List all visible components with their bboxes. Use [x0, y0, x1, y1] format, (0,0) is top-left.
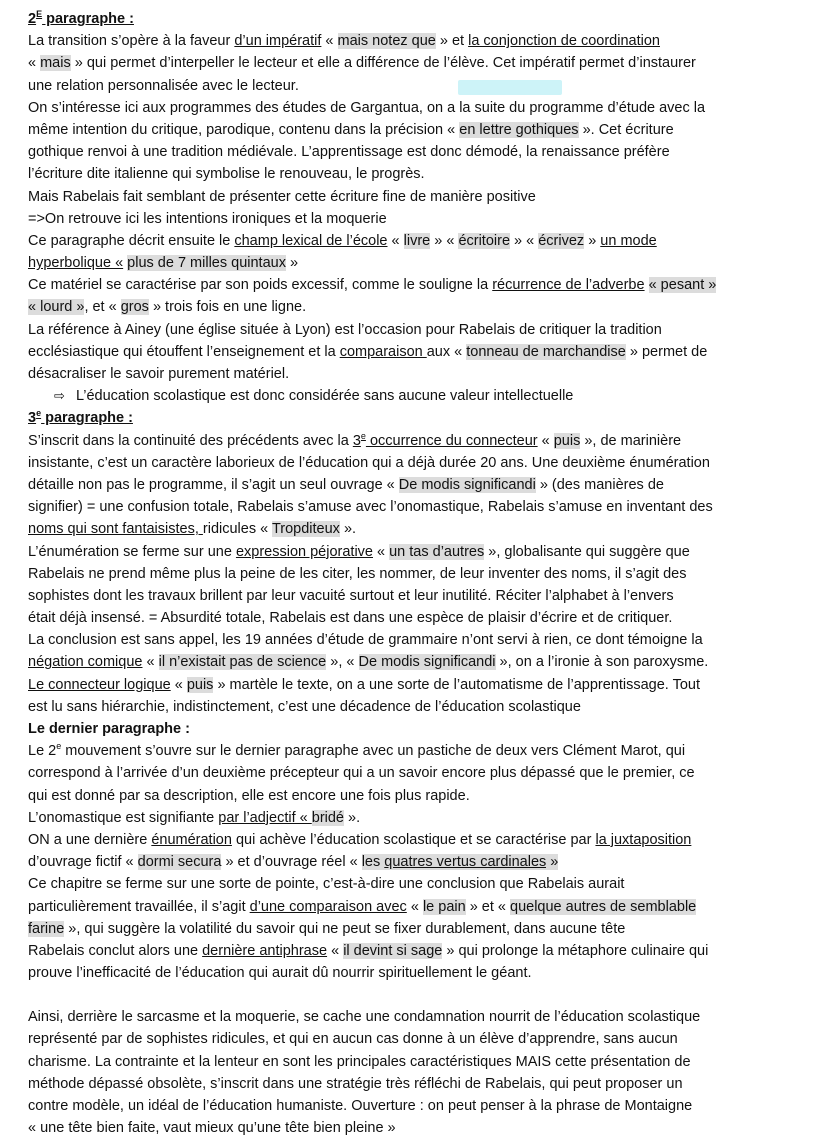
highlighted-quote: » [546, 854, 559, 871]
text-segment: une relation personnalisée avec le lecteur. [28, 77, 299, 94]
text-segment: S’inscrit dans la continuité des précédents avec la [28, 432, 353, 449]
text-line [28, 1117, 810, 1139]
text-segment: occurrence du connecteur [365, 432, 538, 449]
text-line [28, 341, 810, 363]
text-segment: » et [435, 33, 469, 50]
text-segment: Ce matériel se caractérise par son poids excessif, comme le souligne la [28, 277, 493, 294]
text-line [28, 829, 810, 851]
highlighted-quote: gros [120, 299, 149, 316]
highlighted-quote: tonneau de marchandise [466, 343, 626, 360]
highlighted-quote: livre [403, 232, 431, 249]
text-line [28, 274, 810, 296]
text-segment: Ce paragraphe décrit ensuite le [28, 232, 235, 249]
text-line [28, 407, 810, 429]
text-segment: e [360, 430, 366, 441]
text-line [28, 208, 810, 230]
text-segment: expression péjorative [235, 543, 373, 560]
text-line [28, 585, 810, 607]
text-segment: représenté par de sophistes ridicules, et qui en aucun cas donne à un élève d’apprendre, sans aucun [28, 1031, 678, 1048]
highlighted-quote: les [361, 854, 385, 871]
highlighted-quote: écrivez [538, 232, 585, 249]
text-segment: » « [510, 232, 539, 249]
text-line [28, 696, 810, 718]
text-line [28, 186, 810, 208]
text-segment: Rabelais conclut alors une [28, 942, 203, 959]
text-line [28, 984, 810, 1006]
text-segment: « [327, 942, 344, 959]
text-segment: Le 2 [28, 743, 57, 760]
text-segment: » (des manières de [535, 476, 664, 493]
text-segment: champ lexical de l’école [234, 232, 388, 249]
text-segment: 3 [352, 432, 361, 449]
text-segment: L’éducation scolastique est donc considérée sans aucune valeur intellectuelle [76, 388, 574, 405]
text-segment: désacraliser le savoir purement matériel. [28, 366, 290, 382]
text-segment: paragraphe : [42, 11, 134, 27]
text-line [28, 607, 810, 629]
text-line [28, 851, 810, 873]
text-line [28, 718, 810, 740]
text-line [28, 563, 810, 585]
highlighted-quote: il n’existait pas de science [158, 654, 327, 671]
text-line [28, 785, 810, 807]
text-segment: » « [430, 232, 459, 249]
text-line [28, 30, 810, 52]
text-line [28, 1006, 810, 1028]
text-line [28, 918, 810, 940]
highlighted-quote: farine [28, 920, 65, 937]
highlighted-quote: en lettre gothiques [459, 121, 579, 138]
highlighted-quote: écritoire [458, 232, 511, 249]
text-line [28, 1028, 810, 1050]
text-segment: charisme. La contrainte et la lenteur en sont les principales caractéristiques MAIS cette présentation de [28, 1053, 691, 1070]
text-line [28, 1095, 810, 1117]
text-segment: « [170, 676, 187, 693]
text-line [28, 97, 810, 119]
text-segment: », « [326, 654, 359, 671]
text-segment: e [56, 741, 62, 752]
text-segment: « [406, 898, 423, 915]
text-segment: gothique renvoi à une tradition médiévale. L’apprentissage est donc démodé, la renaissance préfère [28, 144, 670, 161]
text-line [28, 296, 810, 318]
text-segment: comparaison [339, 343, 427, 360]
text-line [28, 1051, 810, 1073]
text-segment: d’un impératif [234, 33, 322, 50]
highlighted-quote: De modis significandi [358, 654, 496, 671]
text-line [28, 452, 810, 474]
text-segment: noms qui sont fantaisistes, [28, 521, 203, 538]
text-segment: », globalisante qui suggère que [484, 543, 690, 560]
text-segment: » et d’ouvrage réel « [221, 854, 362, 871]
highlighted-quote: puis [553, 432, 581, 449]
text-line [28, 674, 810, 696]
text-segment: Mais Rabelais fait semblant de présenter cette écriture fine de manière positive [28, 188, 536, 205]
text-line [28, 141, 810, 163]
text-segment: contre modèle, un idéal de l’éducation humaniste. Ouverture : on peut penser à la phrase de Montaigne [28, 1098, 693, 1114]
text-line [28, 1073, 810, 1095]
text-segment: même intention du critique, parodique, contenu dans la précision « [28, 121, 460, 138]
highlighted-quote: puis [186, 676, 214, 693]
text-line [28, 518, 810, 540]
text-segment: » [285, 255, 299, 272]
text-segment: » martèle le texte, on a une sorte de l’automatisme de l’apprentissage. Tout [213, 676, 701, 693]
text-segment: On s’intéresse ici aux programmes des études de Gargantua, on a la suite du programme d’étude avec la [28, 99, 706, 116]
highlighted-quote: quatres vertus cardinales [384, 854, 547, 871]
text-line [28, 541, 810, 563]
text-line [28, 896, 810, 918]
text-segment: La transition s’opère à la faveur [28, 33, 235, 50]
text-segment: signifier) = une confusion totale, Rabelais s’amuse avec l’onomastique, Rabelais s’amuse en inventant des [28, 499, 713, 516]
text-line [28, 496, 810, 518]
text-line [28, 807, 810, 829]
text-segment: hyperbolique « [28, 255, 124, 272]
text-segment: particulièrement travaillée, il s’agit [28, 898, 250, 915]
text-segment: ». [339, 521, 357, 538]
text-segment: Le connecteur logique [28, 676, 171, 693]
text-segment: dernière antiphrase [202, 942, 328, 959]
text-segment: sophistes dont les travaux brillent par leur vacuité surtout et leur inutilité. Réciter l’alphabet à l’envers [28, 587, 674, 604]
text-line [28, 163, 810, 185]
text-line [28, 385, 810, 407]
text-segment: insistante, c’est un caractère laborieux de l’éducation qui a déjà durée 20 ans. Une deuxième énumération [28, 454, 710, 471]
text-segment: L’onomastique est signifiante [28, 809, 219, 826]
text-segment: mouvement s’ouvre sur le dernier paragraphe avec un pastiche de deux vers Clément Marot, qui [61, 743, 686, 760]
highlighted-quote: « lourd » [28, 299, 85, 316]
text-line [28, 252, 810, 274]
text-segment: » qui permet d’interpeller le lecteur et elle a différence de l’élève. Cet impératif permet d’instaurer [70, 55, 696, 72]
text-segment: La référence à Ainey (une église située à Lyon) est l’occasion pour Rabelais de critiquer la tradition [28, 321, 662, 338]
text-segment: paragraphe : [41, 410, 133, 427]
text-line [28, 8, 810, 30]
highlighted-quote: De modis significandi [398, 476, 536, 493]
text-segment: détaille non pas le programme, il s’agit un seul ouvrage « [28, 476, 399, 493]
text-line [28, 651, 810, 673]
text-line [28, 75, 810, 97]
text-segment: ». [344, 809, 361, 826]
text-segment: », de marinière [580, 432, 682, 449]
text-line [28, 740, 810, 762]
text-segment: ON a une dernière [28, 831, 152, 848]
highlighted-quote: dormi secura [137, 854, 222, 871]
text-segment [645, 277, 649, 293]
text-segment: Ainsi, derrière le sarcasme et la moquerie, se cache une condamnation nourrit de l’éducation scolastique [28, 1009, 701, 1026]
highlighted-quote: Tropditeux [271, 521, 340, 538]
text-segment: « [387, 232, 404, 249]
text-line [28, 873, 810, 895]
text-segment: qui est donné par sa description, elle est encore une fois plus rapide. [28, 787, 470, 804]
text-segment: L’énumération se ferme sur une [28, 543, 236, 560]
text-segment: « [142, 654, 159, 671]
text-segment: récurrence de l’adverbe [492, 277, 645, 294]
text-line [28, 629, 810, 651]
text-segment: « [321, 33, 338, 50]
highlighted-quote: un tas d’autres [389, 543, 485, 560]
document-body [28, 8, 810, 1139]
text-segment: » et « [465, 898, 511, 915]
text-line [28, 430, 810, 452]
text-line [28, 474, 810, 496]
text-segment: énumération [151, 831, 232, 848]
highlighted-quote: mais [40, 55, 71, 72]
text-segment: correspond à l’arrivée d’un deuxième précepteur qui a un savoir encore plus dépassé que le premier, ce [28, 765, 695, 782]
text-segment: prouve l’inefficacité de l’éducation qui aurait dû nourrir spirituellement le géant. [28, 965, 532, 982]
highlighted-quote: bridé [311, 809, 344, 826]
text-segment: la juxtaposition [595, 831, 692, 848]
text-segment: était déjà insensé. = Absurdité totale, Rabelais est dans une espèce de plaisir d’écrire et de critiquer. [28, 610, 673, 627]
text-segment: « [372, 543, 390, 560]
text-segment: » trois fois en une ligne. [148, 299, 307, 316]
hollow-right-arrow-icon: ⇨ [54, 389, 65, 405]
text-segment: Ce chapitre se ferme sur une sorte de pointe, c’est-à-dire une conclusion que Rabelais aurait [28, 876, 625, 893]
text-segment: la conjonction de coordination [468, 33, 660, 50]
highlighted-quote: mais notez que [337, 33, 436, 50]
text-segment: ridicules « [202, 521, 272, 538]
text-line [28, 940, 810, 962]
highlighted-quote: le pain [422, 898, 466, 915]
text-segment: « une tête bien faite, vaut mieux qu’une tête bien pleine » [28, 1120, 396, 1137]
text-segment: aux « [426, 343, 467, 360]
text-line [28, 962, 810, 984]
highlighted-quote: il devint si sage [343, 942, 443, 959]
highlighted-quote: quelque autres de semblable [510, 898, 697, 915]
text-segment: est lu sans hiérarchie, indistinctement, c’est une décadence de l’éducation scolastique [28, 698, 581, 715]
text-line [28, 319, 810, 341]
text-segment: , et « [84, 299, 121, 316]
highlighted-quote: « pesant » [648, 277, 717, 294]
text-line [28, 52, 810, 74]
highlighted-quote: plus de 7 milles quintaux [127, 255, 286, 272]
text-line [28, 762, 810, 784]
text-segment: La conclusion est sans appel, les 19 années d’étude de grammaire n’ont servi à rien, ce dont témoigne la [28, 632, 703, 649]
text-line [28, 119, 810, 141]
text-line [28, 363, 810, 385]
text-segment: méthode dépassé obsolète, s’inscrit dans une stratégie très réfléchi de Rabelais, qui peut proposer un [28, 1075, 683, 1092]
text-segment: » [584, 232, 601, 249]
text-segment: négation comique [28, 654, 143, 671]
text-segment: ». Cet écriture [578, 121, 674, 138]
text-segment: E [36, 9, 43, 20]
text-segment: d’une comparaison avec [249, 898, 407, 915]
text-segment: », on a l’ironie à son paroxysme. [495, 654, 709, 671]
text-segment: « [537, 432, 554, 449]
text-segment: 2 [28, 11, 37, 27]
text-segment: », qui suggère la volatilité du savoir qui ne peut se fixer durablement, dans aucune tête [64, 920, 626, 937]
text-segment: » permet de [625, 343, 708, 360]
text-segment: e [36, 408, 42, 419]
text-line [28, 230, 810, 252]
text-segment: « [28, 55, 41, 72]
text-segment: Le dernier paragraphe : [28, 721, 190, 737]
text-segment: Rabelais ne prend même plus la peine de les citer, les nommer, de leur inventer des noms, il s’agit des [28, 565, 687, 582]
text-segment: un mode [600, 232, 657, 249]
text-segment: d’ouvrage fictif « [28, 854, 138, 871]
text-segment: ecclésiastique qui étouffent l’enseignement et la [28, 343, 340, 360]
text-segment: l’écriture dite italienne qui symbolise le renouveau, le progrès. [28, 166, 425, 183]
text-segment: qui achève l’éducation scolastique et se caractérise par [231, 831, 596, 848]
text-segment: » qui prolonge la métaphore culinaire qui [442, 942, 709, 959]
text-segment: 3 [28, 410, 37, 427]
text-segment: =>On retrouve ici les intentions ironiques et la moquerie [28, 210, 387, 227]
text-segment: par l’adjectif « [218, 809, 312, 826]
